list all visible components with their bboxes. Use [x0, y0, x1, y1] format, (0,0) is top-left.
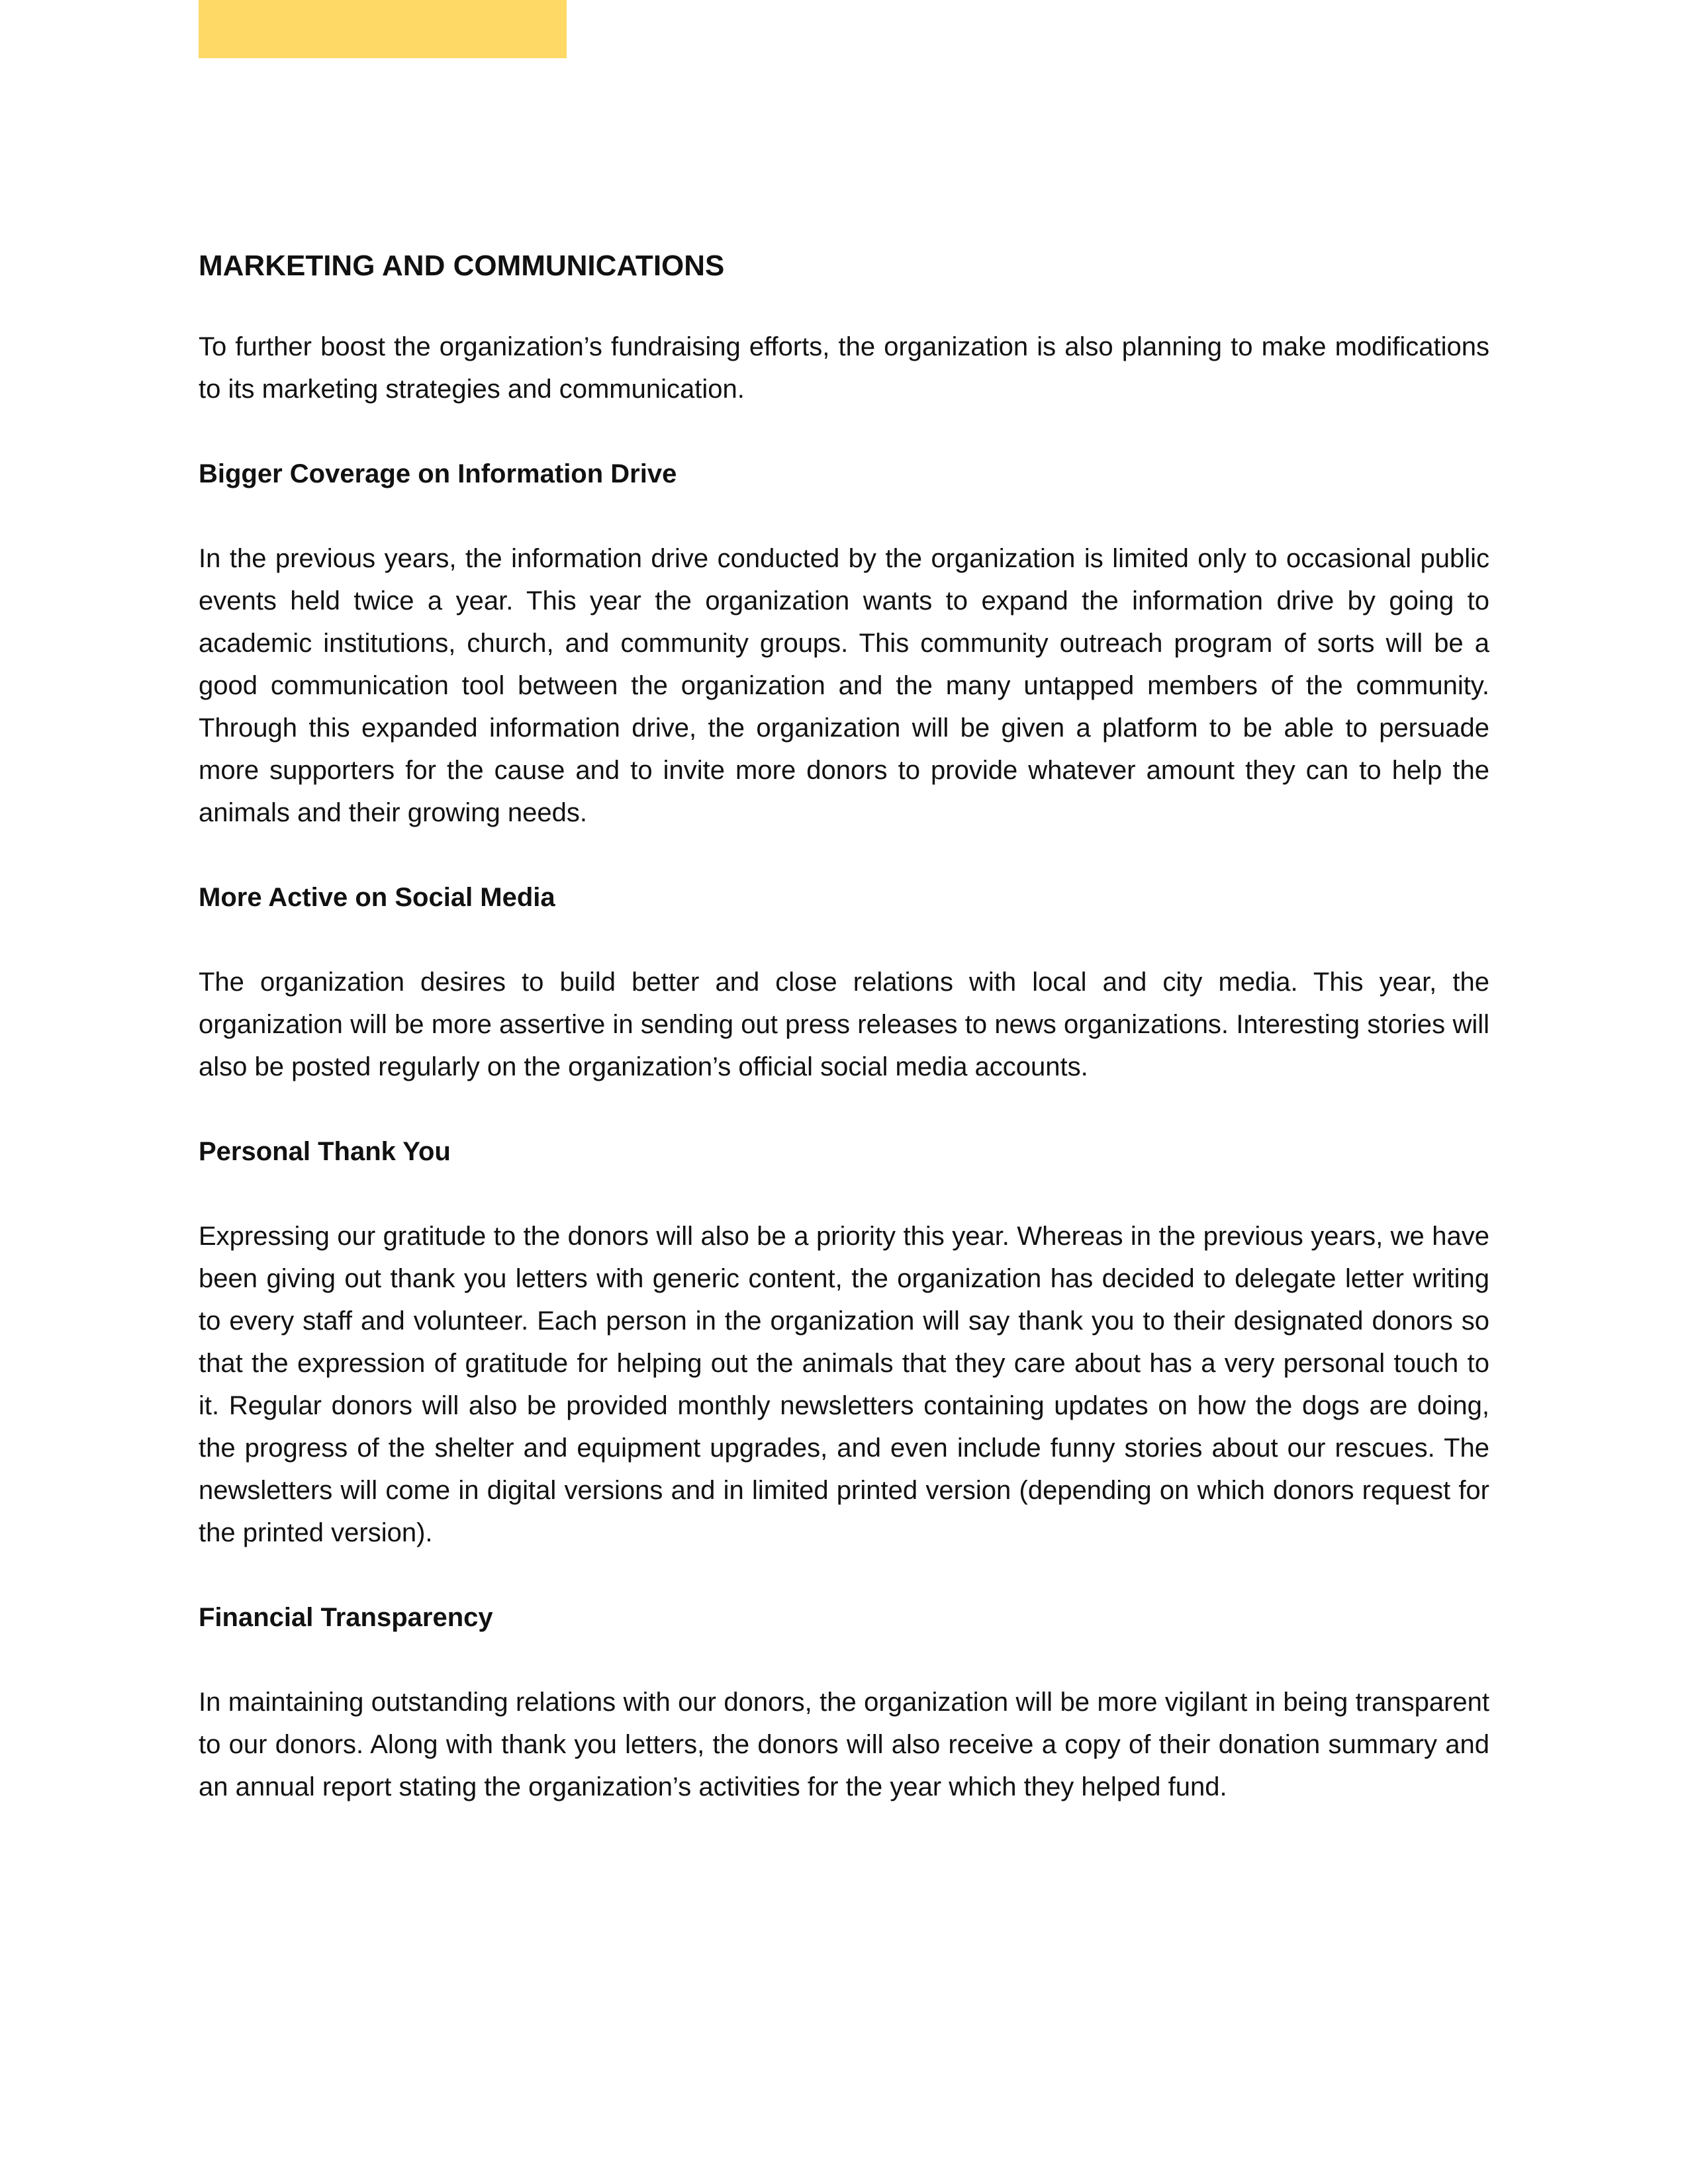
section-body-social-media: The organization desires to build better and close relations with local and city media. This year, the organization will be more assertive in sending out press releases to news organizations. Interesting stories will also be posted regularly on the organization’s official social media accounts.: [199, 968, 1489, 1081]
section-heading-information-drive: Bigger Coverage on Information Drive: [199, 459, 677, 488]
section-body-financial-transparency: In maintaining outstanding relations with our donors, the organization will be more vigilant in being transparent to our donors. Along with thank you letters, the donors will also receive a copy of their donation summary and an annual report stating the organization’s activities for the year which they helped fund.: [199, 1688, 1489, 1801]
intro-paragraph: To further boost the organization’s fundraising efforts, the organization is also planning to make modifications to its marketing strategies and communication.: [199, 332, 1489, 404]
section-body-thank-you: Expressing our gratitude to the donors will also be a priority this year. Whereas in the previous years, we have been giving out thank you letters with generic content, the organization has decided to delegate letter writing to every staff and volunteer. Each person in the organization will say thank you to their designated donors so that the expression of gratitude for helping out the animals that they care about has a very personal touch to it. Regular donors will also be provided monthly newsletters containing updates on how the dogs are doing, the progress of the shelter and equipment upgrades, and even include funny stories about our rescues. The newsletters will come in digital versions and in limited printed version (depending on which donors request for the printed version).: [199, 1222, 1489, 1547]
header-accent-bar: [199, 0, 567, 58]
document-body: [199, 245, 1489, 1850]
section-heading-financial-transparency: Financial Transparency: [199, 1603, 493, 1632]
section-heading-thank-you: Personal Thank You: [199, 1137, 451, 1166]
section-heading-social-media: More Active on Social Media: [199, 883, 555, 912]
section-body-information-drive: In the previous years, the information drive conducted by the organization is limited only to occasional public events held twice a year. This year the organization wants to expand the information drive by going to academic institutions, church, and community groups. This community outreach program of sorts will be a good communication tool between the organization and the many untapped members of the community. Through this expanded information drive, the organization will be given a platform to be able to persuade more supporters for the cause and to invite more donors to provide whatever amount they can to help the animals and their growing needs.: [199, 544, 1489, 827]
page-title: MARKETING AND COMMUNICATIONS: [199, 250, 725, 282]
